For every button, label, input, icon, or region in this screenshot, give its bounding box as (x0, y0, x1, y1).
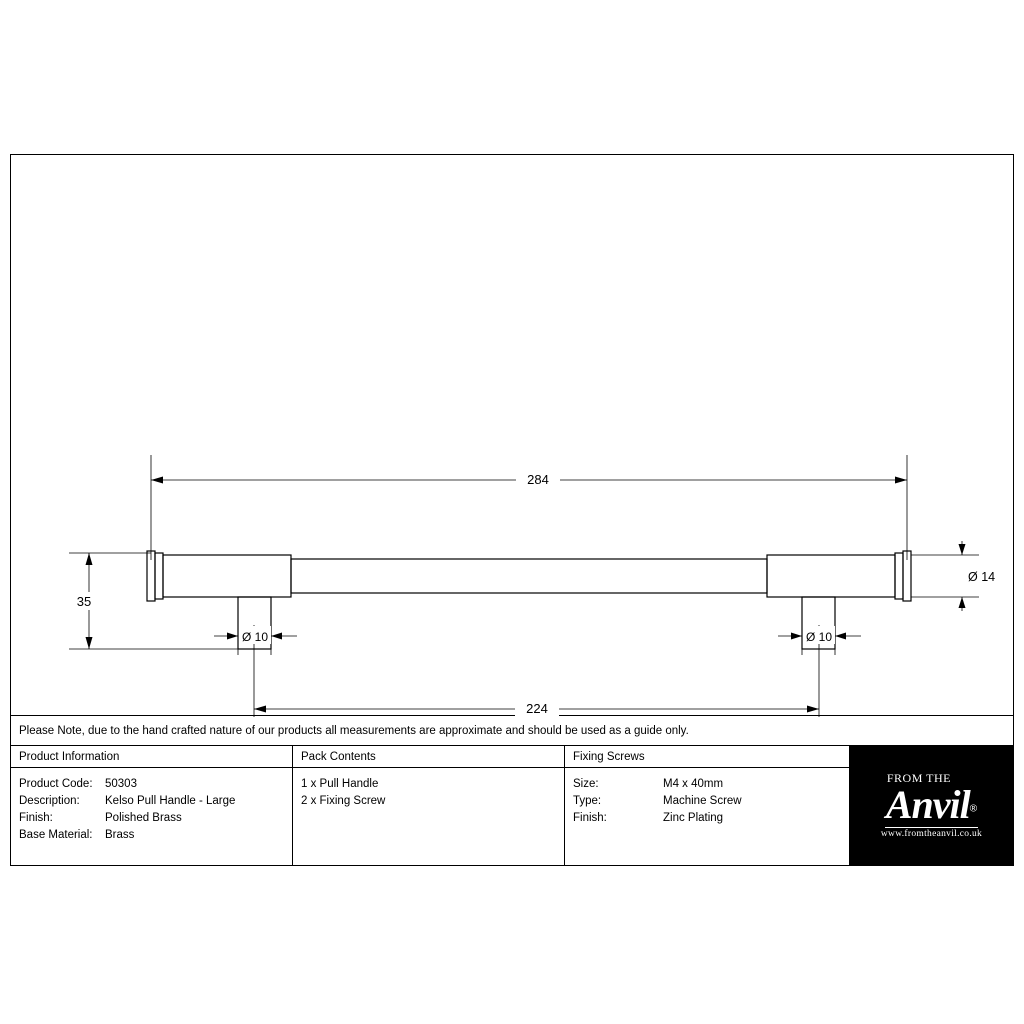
product-code-key: Product Code: (19, 778, 93, 790)
fixing-screws-body (565, 768, 849, 827)
table-row (573, 776, 841, 793)
logo-brand-text: Anvil (885, 781, 970, 827)
pack-contents-header-label: Pack Contents (301, 750, 376, 763)
screw-type-value: Machine Screw (663, 795, 742, 807)
measurement-note-text: Please Note, due to the hand crafted nature of our products all measurements are approximate and should be used as a guide only. (19, 724, 689, 737)
specification-table (10, 746, 1014, 866)
base-material-value: Brass (105, 829, 135, 841)
table-row (573, 793, 841, 810)
product-information-body (11, 768, 292, 844)
dim-d14-label: Ø 14 (968, 570, 996, 584)
arrow-35-top (86, 553, 93, 565)
screw-size-key: Size: (573, 778, 599, 790)
technical-drawing-frame (10, 154, 1014, 716)
handle-left-collar-outer (155, 553, 163, 599)
arrow-d10-left-a (227, 633, 238, 640)
logo-registered-mark: ® (969, 803, 978, 815)
handle-right-collar-outer (895, 553, 903, 599)
base-material-key: Base Material: (19, 829, 93, 841)
finish-value: Polished Brass (105, 812, 182, 824)
pull-handle-drawing (11, 155, 1015, 717)
list-item: 2 x Fixing Screw (301, 795, 386, 807)
arrow-d14-bottom (959, 597, 966, 608)
pack-contents-header (293, 746, 564, 768)
arrow-284-right (895, 477, 907, 484)
dim-d10-right-label: Ø 10 (805, 630, 833, 644)
arrow-d10-right-a (791, 633, 802, 640)
table-row (573, 810, 841, 827)
brand-logo-column (850, 746, 1013, 865)
fixing-screws-header-label: Fixing Screws (573, 750, 645, 763)
dim-284-label: 284 (527, 472, 549, 487)
dim-35-label: 35 (76, 594, 92, 609)
table-row (19, 793, 284, 810)
arrow-35-bottom (86, 637, 93, 649)
table-row (19, 827, 284, 844)
fixing-screws-header (565, 746, 849, 768)
finish-key: Finish: (19, 812, 53, 824)
product-information-header-label: Product Information (19, 750, 120, 763)
arrow-d10-right-b (835, 633, 846, 640)
description-key: Description: (19, 795, 80, 807)
arrow-224-right (807, 706, 819, 713)
dim-224-label: 224 (526, 701, 548, 716)
logo-from-the-text: FROM THE (886, 770, 951, 785)
measurement-note-bar (10, 716, 1014, 746)
screw-size-value: M4 x 40mm (663, 778, 724, 790)
dim-d10-left-label: Ø 10 (241, 630, 269, 644)
list-item: 1 x Pull Handle (301, 778, 379, 790)
arrow-284-left (151, 477, 163, 484)
fixing-screws-column (565, 746, 850, 865)
table-row (19, 810, 284, 827)
pack-contents-column (293, 746, 565, 865)
table-row (19, 776, 284, 793)
description-value: Kelso Pull Handle - Large (105, 795, 236, 807)
arrow-d10-left-b (271, 633, 282, 640)
product-information-header (11, 746, 292, 768)
product-information-column (11, 746, 293, 865)
pack-contents-body (293, 768, 564, 810)
handle-right-section (767, 555, 895, 597)
logo-website-url: www.fromtheanvil.co.uk (880, 828, 983, 839)
handle-center-bar (291, 559, 767, 593)
logo-divider (885, 827, 978, 828)
screw-finish-key: Finish: (573, 812, 607, 824)
screw-finish-value: Zinc Plating (663, 812, 724, 824)
arrow-d14-top (959, 544, 966, 555)
arrow-224-left (254, 706, 266, 713)
product-code-value: 50303 (105, 778, 137, 790)
brand-logo (850, 746, 1013, 865)
screw-type-key: Type: (573, 795, 602, 807)
handle-left-section (163, 555, 291, 597)
